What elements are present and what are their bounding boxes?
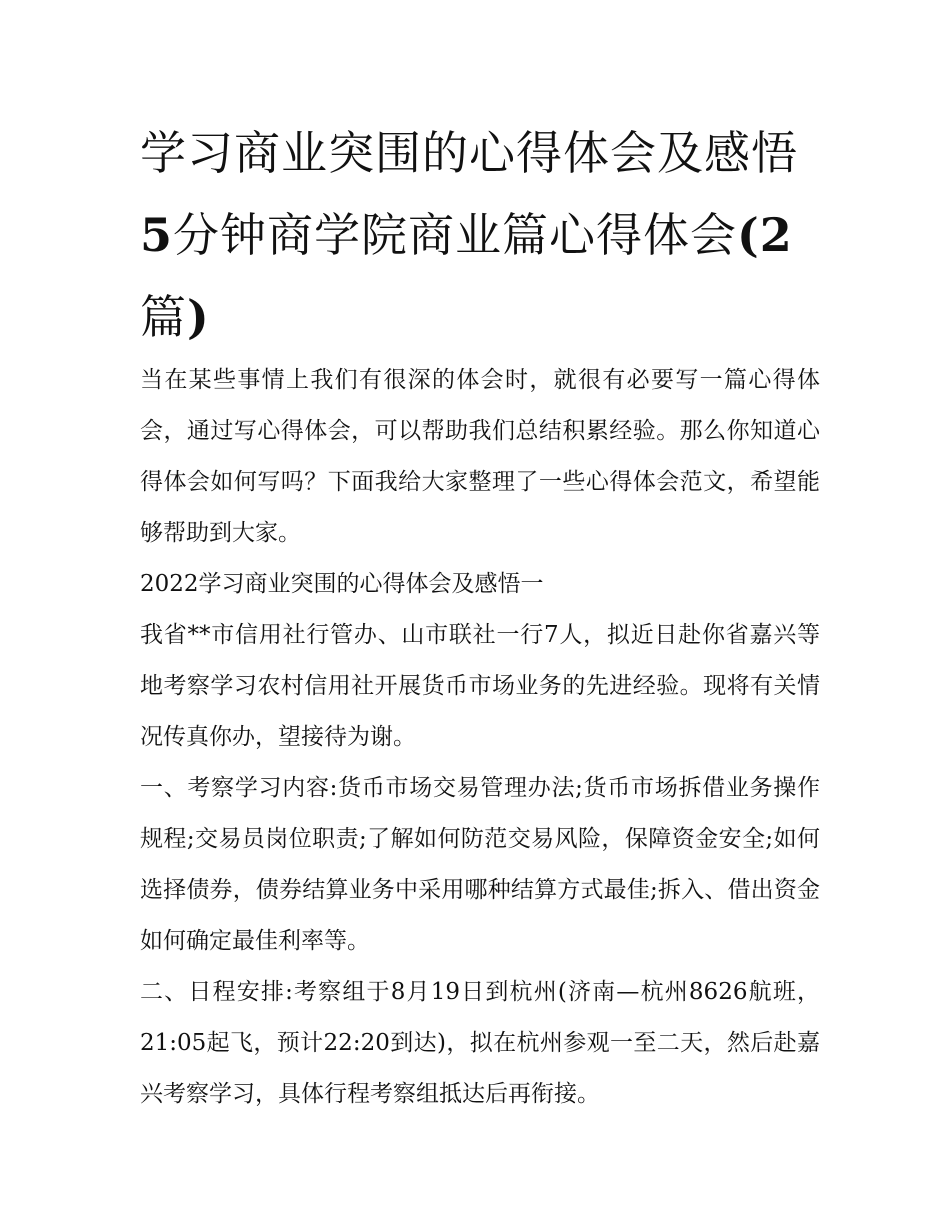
body-paragraph: 我省**市信用社行管办、山市联社一行7人，拟近日赴你省嘉兴等地考察学习农村信用社开展货币市场业务的先进经验。现将有关情况传真你办，望接待为谢。 <box>140 622 820 750</box>
section-heading: 2022学习商业突围的心得体会及感悟一 <box>140 571 544 597</box>
body-paragraph: 一、考察学习内容:货币市场交易管理办法;货币市场拆借业务操作规程;交易员岗位职责;了解如何防范交易风险，保障资金安全;如何选择债券，债券结算业务中采用哪种结算方式最佳;拆入、借出资金如何确定最佳利率等。 <box>140 775 820 954</box>
intro-paragraph: 当在某些事情上我们有很深的体会时，就很有必要写一篇心得体会，通过写心得体会，可以帮助我们总结积累经验。那么你知道心得体会如何写吗？下面我给大家整理了一些心得体会范文，希望能够帮助到大家。 <box>140 367 820 546</box>
body-paragraph: 二、日程安排:考察组于8月19日到杭州(济南—杭州8626航班，21:05起飞，预计22:20到达)，拟在杭州参观一至二天，然后赴嘉兴考察学习，具体行程考察组抵达后再衔接。 <box>140 979 820 1107</box>
document-body <box>140 355 820 1120</box>
document-title: 学习商业突围的心得体会及感悟5分钟商学院商业篇心得体会(2篇) <box>140 126 798 344</box>
